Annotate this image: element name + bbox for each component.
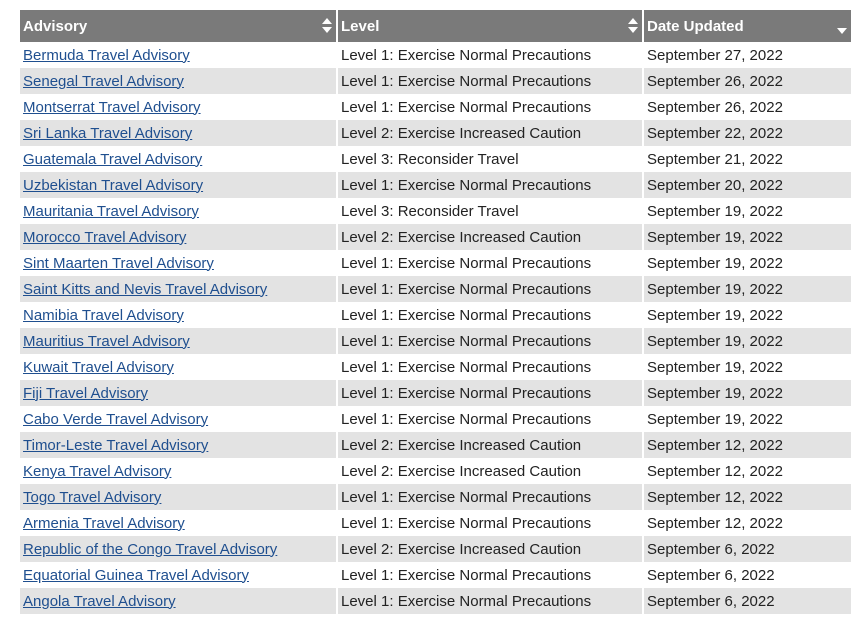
table-row bbox=[20, 562, 851, 588]
advisory-cell bbox=[20, 276, 338, 302]
advisory-link[interactable]: Fiji Travel Advisory bbox=[23, 384, 149, 402]
table-row bbox=[20, 484, 851, 510]
advisory-cell bbox=[20, 458, 338, 484]
advisory-link[interactable]: Mauritania Travel Advisory bbox=[23, 202, 199, 220]
advisory-table-container bbox=[20, 10, 851, 614]
date-updated-cell: September 22, 2022 bbox=[644, 120, 851, 146]
level-cell: Level 2: Exercise Increased Caution bbox=[338, 536, 644, 562]
advisory-cell bbox=[20, 224, 338, 250]
table-row bbox=[20, 510, 851, 536]
header-row bbox=[20, 10, 851, 42]
advisory-link[interactable]: Guatemala Travel Advisory bbox=[23, 150, 203, 168]
advisory-cell bbox=[20, 328, 338, 354]
date-updated-cell: September 27, 2022 bbox=[644, 42, 851, 68]
table-row bbox=[20, 94, 851, 120]
advisory-cell bbox=[20, 94, 338, 120]
date-updated-cell: September 6, 2022 bbox=[644, 588, 851, 614]
table-row bbox=[20, 198, 851, 224]
table-row bbox=[20, 224, 851, 250]
level-cell: Level 1: Exercise Normal Precautions bbox=[338, 42, 644, 68]
date-updated-cell: September 12, 2022 bbox=[644, 484, 851, 510]
advisory-link[interactable]: Bermuda Travel Advisory bbox=[23, 46, 190, 64]
advisory-link[interactable]: Equatorial Guinea Travel Advisory bbox=[23, 566, 249, 584]
advisory-cell bbox=[20, 406, 338, 432]
advisory-link[interactable]: Namibia Travel Advisory bbox=[23, 306, 184, 324]
date-updated-cell: September 26, 2022 bbox=[644, 68, 851, 94]
level-cell: Level 1: Exercise Normal Precautions bbox=[338, 510, 644, 536]
table-row bbox=[20, 250, 851, 276]
advisory-link[interactable]: Sri Lanka Travel Advisory bbox=[23, 124, 193, 142]
table-row bbox=[20, 354, 851, 380]
advisory-cell bbox=[20, 536, 338, 562]
advisory-link[interactable]: Republic of the Congo Travel Advisory bbox=[23, 540, 278, 558]
level-cell: Level 3: Reconsider Travel bbox=[338, 198, 644, 224]
table-row bbox=[20, 276, 851, 302]
level-cell: Level 1: Exercise Normal Precautions bbox=[338, 302, 644, 328]
table-row bbox=[20, 380, 851, 406]
date-updated-cell: September 19, 2022 bbox=[644, 198, 851, 224]
level-cell: Level 1: Exercise Normal Precautions bbox=[338, 354, 644, 380]
level-cell: Level 1: Exercise Normal Precautions bbox=[338, 588, 644, 614]
table-row bbox=[20, 172, 851, 198]
level-cell: Level 1: Exercise Normal Precautions bbox=[338, 172, 644, 198]
column-header-label: Date Updated bbox=[647, 17, 744, 35]
level-cell: Level 1: Exercise Normal Precautions bbox=[338, 484, 644, 510]
advisory-cell bbox=[20, 146, 338, 172]
date-updated-cell: September 12, 2022 bbox=[644, 510, 851, 536]
advisory-link[interactable]: Morocco Travel Advisory bbox=[23, 228, 187, 246]
advisory-cell bbox=[20, 198, 338, 224]
advisory-link[interactable]: Sint Maarten Travel Advisory bbox=[23, 254, 214, 272]
advisory-link[interactable]: Timor-Leste Travel Advisory bbox=[23, 436, 209, 454]
advisory-link[interactable]: Armenia Travel Advisory bbox=[23, 514, 185, 532]
advisory-link[interactable]: Saint Kitts and Nevis Travel Advisory bbox=[23, 280, 268, 298]
date-updated-cell: September 20, 2022 bbox=[644, 172, 851, 198]
level-cell: Level 1: Exercise Normal Precautions bbox=[338, 276, 644, 302]
advisory-link[interactable]: Cabo Verde Travel Advisory bbox=[23, 410, 209, 428]
level-cell: Level 2: Exercise Increased Caution bbox=[338, 224, 644, 250]
level-cell: Level 1: Exercise Normal Precautions bbox=[338, 328, 644, 354]
table-row bbox=[20, 146, 851, 172]
sort-both-icon bbox=[628, 18, 638, 34]
date-updated-cell: September 19, 2022 bbox=[644, 380, 851, 406]
advisory-link[interactable]: Togo Travel Advisory bbox=[23, 488, 162, 506]
table-row bbox=[20, 536, 851, 562]
advisory-link[interactable]: Kenya Travel Advisory bbox=[23, 462, 172, 480]
table-row bbox=[20, 120, 851, 146]
table-row bbox=[20, 588, 851, 614]
column-header-label: Level bbox=[341, 17, 380, 35]
advisory-cell bbox=[20, 354, 338, 380]
date-updated-cell: September 12, 2022 bbox=[644, 432, 851, 458]
date-updated-cell: September 6, 2022 bbox=[644, 562, 851, 588]
table-row bbox=[20, 302, 851, 328]
table-row bbox=[20, 458, 851, 484]
date-updated-cell: September 19, 2022 bbox=[644, 276, 851, 302]
sort-descending-icon bbox=[837, 28, 847, 34]
advisory-cell bbox=[20, 510, 338, 536]
date-updated-cell: September 12, 2022 bbox=[644, 458, 851, 484]
advisory-cell bbox=[20, 484, 338, 510]
date-updated-cell: September 19, 2022 bbox=[644, 406, 851, 432]
advisory-cell bbox=[20, 432, 338, 458]
table-header bbox=[20, 10, 851, 42]
advisory-cell bbox=[20, 250, 338, 276]
column-header-label: Advisory bbox=[23, 17, 88, 35]
column-header-level[interactable] bbox=[338, 10, 644, 42]
advisory-cell bbox=[20, 120, 338, 146]
table-row bbox=[20, 328, 851, 354]
level-cell: Level 2: Exercise Increased Caution bbox=[338, 458, 644, 484]
advisory-cell bbox=[20, 380, 338, 406]
date-updated-cell: September 19, 2022 bbox=[644, 302, 851, 328]
level-cell: Level 1: Exercise Normal Precautions bbox=[338, 406, 644, 432]
advisory-link[interactable]: Uzbekistan Travel Advisory bbox=[23, 176, 204, 194]
date-updated-cell: September 19, 2022 bbox=[644, 250, 851, 276]
advisory-cell bbox=[20, 302, 338, 328]
date-updated-cell: September 19, 2022 bbox=[644, 224, 851, 250]
table-row bbox=[20, 42, 851, 68]
advisory-cell bbox=[20, 562, 338, 588]
advisory-cell bbox=[20, 172, 338, 198]
column-header-date-updated[interactable] bbox=[644, 10, 851, 42]
date-updated-cell: September 19, 2022 bbox=[644, 328, 851, 354]
advisory-cell bbox=[20, 68, 338, 94]
level-cell: Level 1: Exercise Normal Precautions bbox=[338, 68, 644, 94]
table-body bbox=[20, 42, 851, 614]
advisory-link[interactable]: Montserrat Travel Advisory bbox=[23, 98, 201, 116]
date-updated-cell: September 6, 2022 bbox=[644, 536, 851, 562]
advisory-link[interactable]: Kuwait Travel Advisory bbox=[23, 358, 174, 376]
level-cell: Level 3: Reconsider Travel bbox=[338, 146, 644, 172]
advisory-link[interactable]: Senegal Travel Advisory bbox=[23, 72, 184, 90]
table-row bbox=[20, 406, 851, 432]
column-header-advisory[interactable] bbox=[20, 10, 338, 42]
date-updated-cell: September 19, 2022 bbox=[644, 354, 851, 380]
table-row bbox=[20, 68, 851, 94]
level-cell: Level 1: Exercise Normal Precautions bbox=[338, 94, 644, 120]
sort-both-icon bbox=[322, 18, 332, 34]
level-cell: Level 1: Exercise Normal Precautions bbox=[338, 562, 644, 588]
advisory-table bbox=[20, 10, 851, 614]
level-cell: Level 2: Exercise Increased Caution bbox=[338, 120, 644, 146]
advisory-link[interactable]: Angola Travel Advisory bbox=[23, 592, 176, 610]
date-updated-cell: September 21, 2022 bbox=[644, 146, 851, 172]
table-row bbox=[20, 432, 851, 458]
level-cell: Level 2: Exercise Increased Caution bbox=[338, 432, 644, 458]
date-updated-cell: September 26, 2022 bbox=[644, 94, 851, 120]
advisory-cell bbox=[20, 42, 338, 68]
level-cell: Level 1: Exercise Normal Precautions bbox=[338, 250, 644, 276]
advisory-link[interactable]: Mauritius Travel Advisory bbox=[23, 332, 190, 350]
level-cell: Level 1: Exercise Normal Precautions bbox=[338, 380, 644, 406]
advisory-cell bbox=[20, 588, 338, 614]
